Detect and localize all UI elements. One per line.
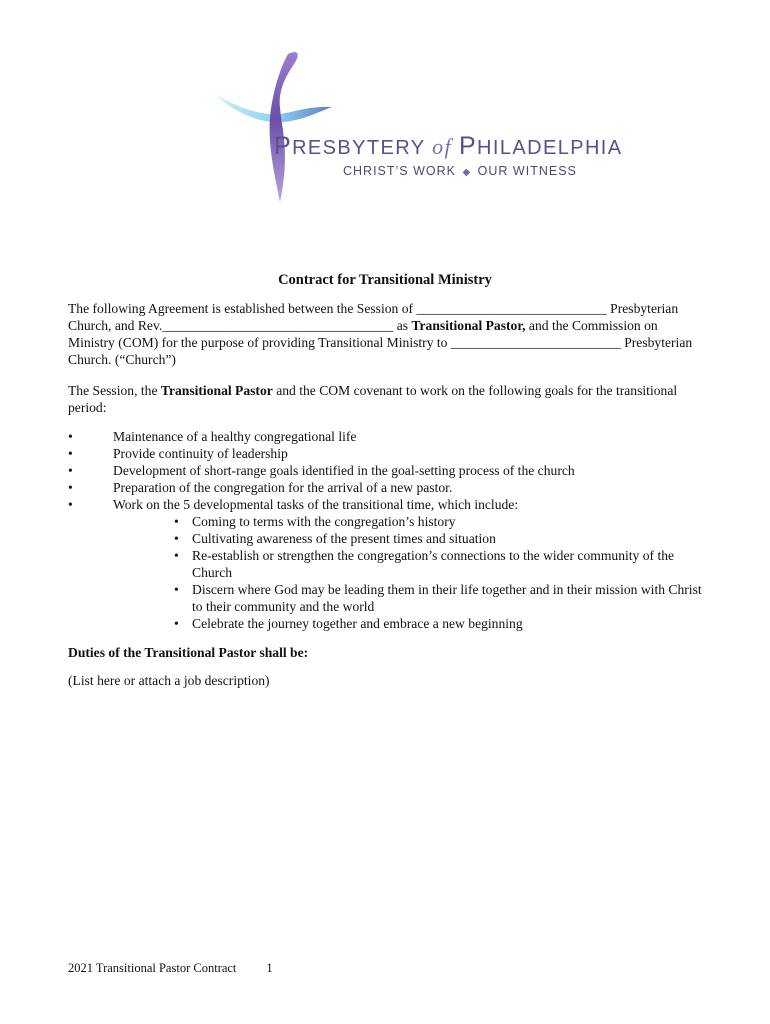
list-item: • Preparation of the congregation for the arrival of a new pastor.	[68, 480, 453, 495]
page-number: 1	[266, 961, 273, 975]
document-title: Contract for Transitional Ministry	[278, 272, 492, 288]
bullet-icon: •	[68, 480, 73, 495]
duties-heading: Duties of the Transitional Pastor shall be:	[68, 645, 309, 660]
bullet-icon: •	[174, 548, 179, 563]
bullet-icon: •	[174, 531, 179, 546]
diamond-icon: ◆	[462, 167, 472, 178]
bullet-icon: •	[174, 514, 179, 529]
logo-name: PRESBYTERY of PHILADELPHIA	[274, 132, 623, 160]
sub-list-item: • Coming to terms with the congregation’s history	[174, 514, 456, 529]
footer-label: 2021 Transitional Pastor Contract	[68, 961, 237, 975]
covenant-paragraph: The Session, the Transitional Pastor and the COM covenant to work on the following goals for the transitional period:	[68, 383, 678, 415]
agreement-paragraph: The following Agreement is established between the Session of ____________________________ Presbyterian Church, and Rev.__________________________________ as Transitional Pastor, and the Commission on Ministry (COM) for the purpose of providing Transitional Ministry to _________________________ Presbyterian Church. (“Church”)	[68, 301, 693, 367]
sub-list-item: • Discern where God may be leading them in their life together and in their mission with Christ to their community and the world	[174, 582, 702, 614]
bullet-icon: •	[68, 463, 73, 478]
list-item: • Development of short-range goals identified in the goal-setting process of the church	[68, 463, 575, 478]
list-item: • Maintenance of a healthy congregational life	[68, 429, 357, 444]
presbytery-logo	[214, 48, 623, 208]
logo-tagline: CHRIST’S WORK ◆ OUR WITNESS	[343, 164, 577, 178]
cross-icon	[214, 48, 560, 208]
sub-list-item: • Celebrate the journey together and embrace a new beginning	[174, 616, 523, 631]
bullet-icon: •	[174, 616, 179, 631]
bullet-icon: •	[68, 446, 73, 461]
bullet-icon: •	[68, 497, 73, 512]
list-item: • Work on the 5 developmental tasks of the transitional time, which include:	[68, 497, 519, 512]
bullet-icon: •	[174, 582, 179, 597]
list-item: • Provide continuity of leadership	[68, 446, 288, 461]
sub-list-item: • Re-establish or strengthen the congregation’s connections to the wider community of the Church	[174, 548, 675, 580]
sub-list-item: • Cultivating awareness of the present times and situation	[174, 531, 496, 546]
duties-note: (List here or attach a job description)	[68, 673, 270, 688]
page-footer	[68, 961, 273, 976]
bullet-icon: •	[68, 429, 73, 444]
goals-list	[68, 428, 708, 632]
